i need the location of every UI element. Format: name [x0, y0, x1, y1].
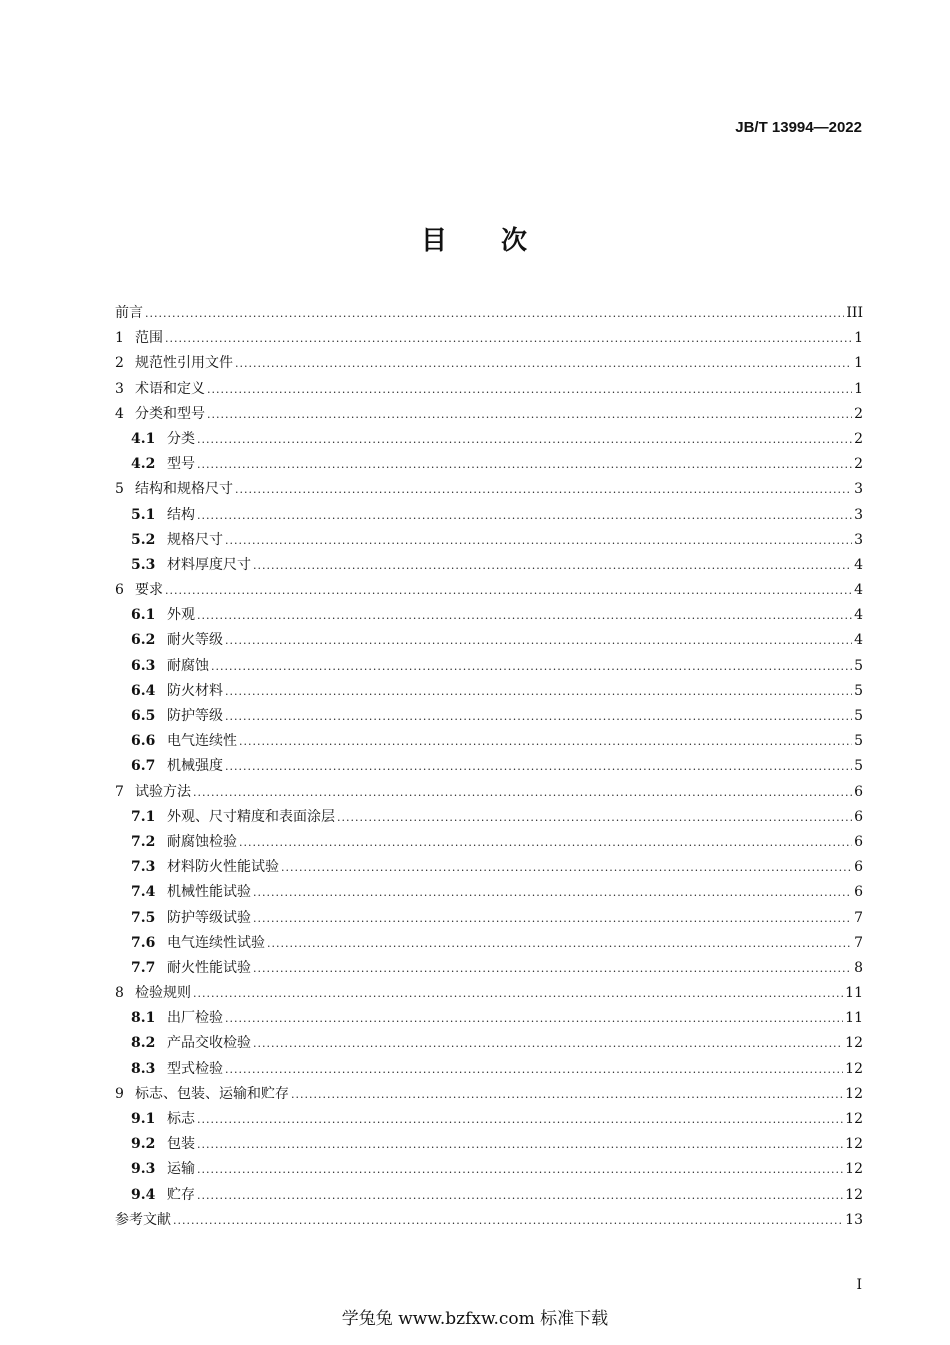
toc-entry-page: 6 — [854, 808, 863, 825]
toc-entry[interactable] — [115, 1208, 863, 1233]
toc-entry-page: 4 — [854, 632, 863, 649]
toc-entry-number: 7.6 — [131, 934, 156, 951]
toc-entry[interactable] — [115, 830, 863, 855]
toc-entry-page: 11 — [845, 1010, 863, 1027]
toc-leader-dots — [253, 906, 852, 931]
toc-entry-label: 耐腐蚀检验 — [167, 833, 237, 850]
toc-entry[interactable] — [115, 377, 863, 402]
toc-entry-label: 外观 — [167, 607, 195, 624]
toc-entry-page: 12 — [845, 1186, 863, 1203]
toc-entry-number: 7.5 — [131, 909, 156, 926]
toc-entry-label: 标志、包装、运输和贮存 — [135, 1085, 289, 1102]
footer-watermark: 学兔兔 www.bzfxw.com 标准下载 — [341, 1309, 609, 1329]
toc-entry-label: 前言 — [115, 305, 143, 321]
toc-entry[interactable] — [115, 1107, 863, 1132]
toc-entry-number: 7.4 — [131, 884, 156, 901]
toc-entry-label: 机械性能试验 — [167, 884, 251, 901]
toc-entry[interactable] — [115, 1132, 863, 1157]
toc-entry-page: 7 — [854, 934, 863, 951]
toc-leader-dots — [197, 427, 852, 452]
toc-entry-number: 9.4 — [131, 1186, 156, 1203]
toc-entry-page: 12 — [845, 1085, 863, 1102]
toc-leader-dots — [197, 1183, 843, 1208]
toc-entry-number: 6.1 — [131, 607, 156, 624]
toc-entry[interactable] — [115, 628, 863, 653]
toc-entry-page: 2 — [854, 430, 863, 447]
toc-entry-label: 贮存 — [167, 1186, 195, 1203]
toc-entry-label: 参考文献 — [115, 1211, 171, 1228]
toc-leader-dots — [225, 679, 852, 704]
toc-entry-number: 8 — [115, 985, 124, 1002]
toc-entry-label: 标志 — [167, 1111, 195, 1127]
toc-entry-number: 4.1 — [131, 430, 156, 447]
toc-entry-page: 12 — [845, 1161, 863, 1178]
toc-leader-dots — [197, 1132, 843, 1157]
toc-entry-label: 范围 — [135, 330, 163, 347]
page-number: I — [856, 1277, 862, 1293]
toc-leader-dots — [197, 603, 852, 628]
toc-entry-number: 7.7 — [131, 959, 156, 976]
toc-leader-dots — [165, 578, 852, 603]
toc-entry-page: 3 — [854, 531, 863, 548]
toc-entry-page: 12 — [845, 1035, 863, 1052]
toc-entry-number: 6.2 — [131, 632, 156, 649]
toc-entry-page: 3 — [854, 481, 863, 498]
toc-entry-page: 5 — [854, 682, 863, 699]
toc-entry[interactable] — [115, 704, 863, 729]
toc-leader-dots — [239, 830, 852, 855]
toc-entry-label: 材料防火性能试验 — [167, 859, 279, 876]
toc-entry-page: 5 — [854, 657, 863, 674]
toc-entry[interactable] — [115, 1157, 863, 1182]
toc-entry-label: 材料厚度尺寸 — [167, 556, 251, 573]
title-char-2: 次 — [501, 226, 530, 256]
toc-entry-number: 6.7 — [131, 758, 156, 775]
toc-entry-number: 7.3 — [131, 859, 156, 876]
toc-leader-dots — [225, 754, 852, 779]
toc-leader-dots — [207, 402, 852, 427]
toc-entry-label: 型号 — [167, 456, 195, 473]
toc-entry-number: 7.2 — [131, 833, 156, 850]
toc-entry-label: 规范性引用文件 — [135, 355, 233, 372]
toc-entry[interactable] — [115, 553, 863, 578]
toc-entry[interactable] — [115, 1031, 863, 1056]
toc-entry-number: 3 — [115, 380, 124, 397]
toc-entry[interactable] — [115, 679, 863, 704]
toc-entry-page: 1 — [854, 355, 863, 372]
toc-entry[interactable] — [115, 754, 863, 779]
toc-entry-number: 6.3 — [131, 657, 156, 674]
toc-entry-number: 9 — [115, 1085, 124, 1102]
toc-leader-dots — [267, 931, 852, 956]
toc-entry-number: 9.3 — [131, 1161, 156, 1178]
toc-entry[interactable] — [115, 603, 863, 628]
toc-leader-dots — [145, 301, 844, 326]
toc-entry-label: 电气连续性 — [167, 733, 237, 750]
toc-leader-dots — [173, 1208, 843, 1233]
toc-entry-number: 5.1 — [131, 506, 156, 523]
toc-entry-page: 4 — [854, 556, 863, 573]
toc-entry[interactable] — [115, 981, 863, 1006]
toc-leader-dots — [291, 1082, 843, 1107]
toc-entry[interactable] — [115, 906, 863, 931]
toc-entry-label: 结构和规格尺寸 — [135, 481, 233, 498]
toc-entry-page: 6 — [854, 833, 863, 850]
toc-entry-number: 5.2 — [131, 531, 156, 548]
toc-entry-label: 运输 — [167, 1161, 195, 1178]
toc-entry-page: 11 — [845, 985, 863, 1002]
toc-entry-label: 检验规则 — [135, 985, 191, 1002]
toc-entry-number: 4.2 — [131, 456, 156, 473]
toc-leader-dots — [225, 1006, 843, 1031]
toc-entry-label: 出厂检验 — [167, 1010, 223, 1027]
toc-leader-dots — [225, 528, 852, 553]
toc-entry-number: 6.6 — [131, 733, 156, 750]
page-title — [0, 220, 950, 257]
toc-entry[interactable] — [115, 427, 863, 452]
toc-entry-page: III — [846, 305, 863, 321]
toc-entry-page: 5 — [854, 758, 863, 775]
toc-entry-number: 7 — [115, 783, 124, 800]
toc-entry-page: 12 — [845, 1111, 863, 1127]
toc-leader-dots — [235, 351, 852, 376]
toc-entry-number: 5 — [115, 481, 124, 498]
toc-entry-page: 8 — [854, 959, 863, 976]
toc-entry-label: 分类 — [167, 430, 195, 447]
toc-entry-label: 型式检验 — [167, 1060, 223, 1077]
toc-leader-dots — [253, 1031, 843, 1056]
toc-entry[interactable] — [115, 1082, 863, 1107]
toc-entry-number: 6 — [115, 582, 124, 599]
toc-leader-dots — [197, 503, 852, 528]
toc-entry[interactable] — [115, 301, 863, 326]
toc-entry[interactable] — [115, 855, 863, 880]
toc-entry[interactable] — [115, 729, 863, 754]
toc-entry[interactable] — [115, 351, 863, 376]
toc-entry-number: 1 — [115, 330, 124, 347]
toc-leader-dots — [211, 654, 852, 679]
toc-entry-number: 6.4 — [131, 682, 156, 699]
toc-entry-page: 13 — [845, 1211, 863, 1228]
toc-entry[interactable] — [115, 528, 863, 553]
toc-entry-number: 8.1 — [131, 1010, 156, 1027]
toc-entry-page: 2 — [854, 405, 863, 422]
toc-leader-dots — [225, 704, 852, 729]
toc-entry-page: 1 — [854, 330, 863, 347]
toc-entry-label: 试验方法 — [135, 783, 191, 800]
toc-entry[interactable] — [115, 1057, 863, 1082]
toc-entry-page: 2 — [854, 456, 863, 473]
toc-leader-dots — [197, 1157, 843, 1182]
toc-entry-label: 防护等级 — [167, 708, 223, 724]
toc-leader-dots — [337, 805, 852, 830]
toc-entry[interactable] — [115, 956, 863, 981]
toc-entry-label: 分类和型号 — [135, 405, 205, 422]
toc-leader-dots — [281, 855, 852, 880]
toc-entry-label: 外观、尺寸精度和表面涂层 — [167, 808, 335, 825]
toc-entry-label: 防护等级试验 — [167, 909, 251, 926]
toc-entry-page: 1 — [854, 380, 863, 397]
toc-entry-number: 2 — [115, 355, 124, 372]
toc-entry-label: 结构 — [167, 506, 195, 523]
toc-entry-label: 机械强度 — [167, 758, 223, 775]
toc-leader-dots — [193, 780, 852, 805]
toc-entry-page: 6 — [854, 783, 863, 800]
table-of-contents — [115, 301, 863, 1233]
toc-entry-page: 4 — [854, 607, 863, 624]
toc-entry[interactable] — [115, 1006, 863, 1031]
toc-entry-label: 包装 — [167, 1136, 195, 1153]
title-char-1: 目 — [420, 226, 449, 256]
toc-entry-label: 术语和定义 — [135, 380, 205, 397]
toc-entry-page: 12 — [845, 1060, 863, 1077]
toc-entry[interactable] — [115, 805, 863, 830]
toc-entry[interactable] — [115, 931, 863, 956]
toc-entry-number: 4 — [115, 405, 124, 422]
toc-leader-dots — [197, 452, 852, 477]
toc-entry[interactable] — [115, 780, 863, 805]
toc-leader-dots — [207, 377, 852, 402]
toc-entry-label: 防火材料 — [167, 682, 223, 699]
toc-entry-page: 6 — [854, 859, 863, 876]
toc-entry-number: 8.2 — [131, 1035, 156, 1052]
toc-entry-number: 9.1 — [131, 1111, 156, 1127]
toc-entry[interactable] — [115, 880, 863, 905]
toc-entry-label: 规格尺寸 — [167, 531, 223, 548]
toc-entry[interactable] — [115, 402, 863, 427]
toc-entry-page: 5 — [854, 708, 863, 724]
toc-leader-dots — [239, 729, 852, 754]
toc-entry-label: 电气连续性试验 — [167, 934, 265, 951]
toc-leader-dots — [253, 880, 852, 905]
standard-code: JB/T 13994—2022 — [735, 119, 862, 136]
toc-entry[interactable] — [115, 326, 863, 351]
toc-leader-dots — [253, 956, 852, 981]
toc-entry-page: 12 — [845, 1136, 863, 1153]
toc-entry-number: 6.5 — [131, 708, 156, 724]
toc-entry-page: 6 — [854, 884, 863, 901]
toc-entry-label: 耐火性能试验 — [167, 959, 251, 976]
toc-leader-dots — [165, 326, 852, 351]
toc-entry-number: 5.3 — [131, 556, 156, 573]
toc-entry-number: 9.2 — [131, 1136, 156, 1153]
toc-leader-dots — [225, 628, 852, 653]
toc-leader-dots — [197, 1107, 843, 1132]
toc-entry-page: 3 — [854, 506, 863, 523]
toc-leader-dots — [253, 553, 852, 578]
toc-entry-label: 耐火等级 — [167, 632, 223, 649]
toc-leader-dots — [225, 1057, 843, 1082]
toc-entry-number: 8.3 — [131, 1060, 156, 1077]
toc-entry-page: 4 — [854, 582, 863, 599]
toc-entry-label: 耐腐蚀 — [167, 657, 209, 674]
toc-entry[interactable] — [115, 503, 863, 528]
toc-entry-label: 要求 — [135, 582, 163, 599]
toc-leader-dots — [235, 477, 852, 502]
toc-entry-label: 产品交收检验 — [167, 1035, 251, 1052]
toc-entry[interactable] — [115, 452, 863, 477]
toc-entry[interactable] — [115, 477, 863, 502]
toc-entry-page: 5 — [854, 733, 863, 750]
toc-entry[interactable] — [115, 578, 863, 603]
toc-entry-page: 7 — [854, 909, 863, 926]
toc-leader-dots — [193, 981, 843, 1006]
toc-entry[interactable] — [115, 654, 863, 679]
toc-entry[interactable] — [115, 1183, 863, 1208]
toc-entry-number: 7.1 — [131, 808, 156, 825]
